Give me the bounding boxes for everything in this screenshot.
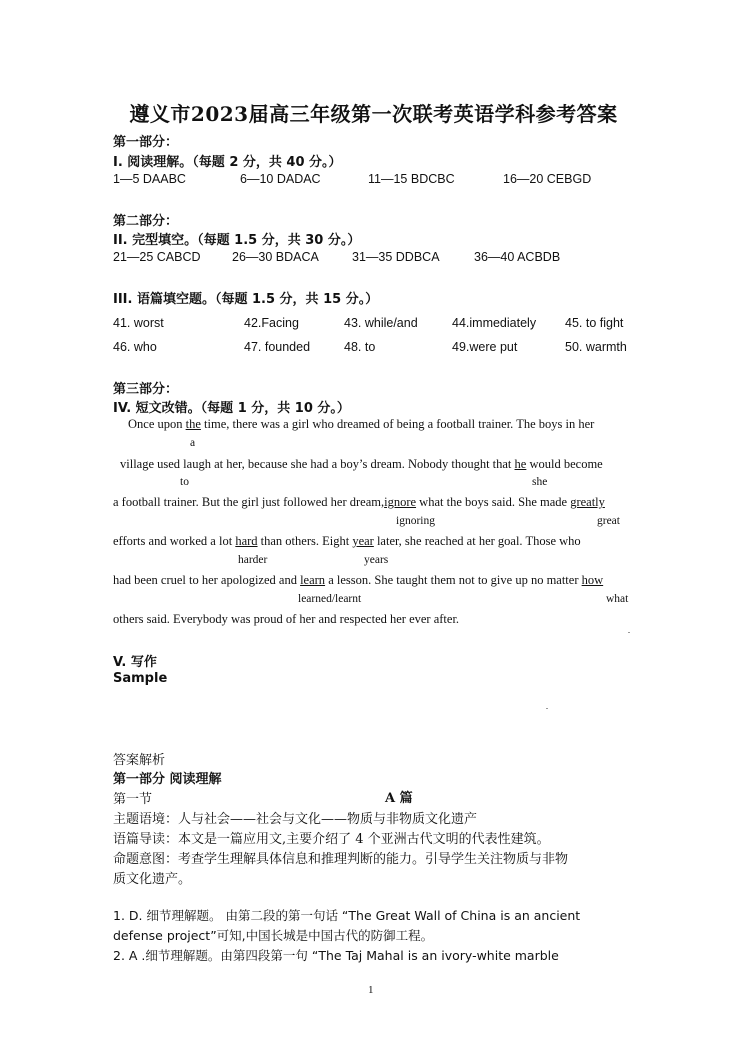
fill-answer-44: 44.immediately xyxy=(452,316,537,330)
answer-group-8: 36—40 ACBDB xyxy=(474,250,561,264)
correction-fix: learned/learnt xyxy=(298,593,362,605)
question-1-line-2: defense project”可知,中国长城是中国古代的防御工程。 xyxy=(113,928,434,943)
correction-fix: years xyxy=(364,554,389,566)
question-2-line-1: 2. A .细节理解题。由第四段第一句 “The Taj Mahal is an ivory-white marble xyxy=(113,948,559,963)
answer-group-3: 11—15 BDCBC xyxy=(368,172,455,186)
section1-title: I. 阅读理解。（每题 2 分，共 40 分。） xyxy=(113,155,342,170)
passage-label: A 篇 xyxy=(385,791,413,806)
part2-label: 第二部分： xyxy=(113,214,179,229)
part3-label: 第三部分： xyxy=(113,382,179,397)
answer-group-7: 31—35 DDBCA xyxy=(352,250,440,264)
answer-group-5: 21—25 CABCD xyxy=(113,250,201,264)
correction-fix: what xyxy=(606,593,629,605)
question-1-line-1: 1. D. 细节理解题。 由第二段的第一句话 “The Great Wall of China is an ancient xyxy=(113,908,581,923)
fill-answer-49: 49.were put xyxy=(452,340,518,354)
fill-answer-47: 47. founded xyxy=(244,340,311,354)
error-word: he xyxy=(514,457,527,471)
analysis-heading: 答案解析 xyxy=(113,753,166,768)
error-word: year xyxy=(352,534,374,548)
fill-answer-45: 45. to fight xyxy=(565,316,624,330)
analysis-subheading: 第一部分 阅读理解 xyxy=(113,772,222,787)
correction-line-2: village used laugh at her, because she had a boy’s dream. Nobody thought that he would become xyxy=(120,457,603,471)
page-number: 1 xyxy=(368,984,374,996)
theme-line: 主题语境：人与社会——社会与文化——物质与非物质文化遗产 xyxy=(113,812,478,827)
error-word: greatly xyxy=(570,495,605,509)
correction-line-6: others said. Everybody was proud of her and respected her ever after. xyxy=(113,612,460,626)
page-title: 遵义市2023届高三年级第一次联考英语学科参考答案 xyxy=(129,102,618,126)
correction-fix: harder xyxy=(238,554,268,566)
fill-answer-48: 48. to xyxy=(344,340,376,354)
section5-title: V. 写作 xyxy=(113,655,157,670)
correction-fix: she xyxy=(532,476,548,488)
intent-line-2: 质文化遗产。 xyxy=(113,872,192,887)
section2-title: II. 完型填空。（每题 1.5 分，共 30 分。） xyxy=(113,233,361,248)
correction-fix: ignoring xyxy=(396,515,435,527)
guide-line: 语篇导读：本文是一篇应用文,主要介绍了 4 个亚洲古代文明的代表性建筑。 xyxy=(113,832,550,847)
fill-answer-41: 41. worst xyxy=(113,316,164,330)
section-label: 第一节 xyxy=(113,792,153,807)
fill-answer-50: 50. warmth xyxy=(565,340,627,354)
sample-label: Sample xyxy=(113,671,168,686)
part1-label: 第一部分： xyxy=(113,135,179,150)
error-word: ignore xyxy=(384,495,417,509)
error-word: hard xyxy=(235,534,258,548)
error-word: the xyxy=(185,417,201,431)
correction-line-3: a football trainer. But the girl just followed her dream,ignore what the boys said. She made greatly xyxy=(113,495,605,509)
correction-fix: to xyxy=(180,476,189,488)
error-word: learn xyxy=(300,573,326,587)
answer-group-1: 1—5 DAABC xyxy=(113,172,186,186)
answer-group-4: 16—20 CEBGD xyxy=(503,172,592,186)
answer-group-2: 6—10 DADAC xyxy=(240,172,321,186)
error-word: how xyxy=(581,573,604,587)
correction-line-1: Once upon the time, there was a girl who dreamed of being a football trainer. The boys in her xyxy=(128,417,595,431)
intent-line-1: 命题意图：考查学生理解具体信息和推理判断的能力。引导学生关注物质与非物 xyxy=(113,852,569,867)
section3-title: III. 语篇填空题。（每题 1.5 分，共 15 分。） xyxy=(113,292,379,307)
fill-answer-46: 46. who xyxy=(113,340,157,354)
answer-group-6: 26—30 BDACA xyxy=(232,250,319,264)
fill-answer-43: 43. while/and xyxy=(344,316,418,330)
fill-answer-42: 42.Facing xyxy=(244,316,299,330)
correction-line-4: efforts and worked a lot hard than others. Eight year later, she reached at her goal. Those who xyxy=(113,534,581,548)
correction-fix: great xyxy=(597,515,620,527)
section4-title: IV. 短文改错。（每题 1 分，共 10 分。） xyxy=(113,401,350,416)
correction-line-5: had been cruel to her apologized and learn a lesson. She taught them not to give up no matter how xyxy=(113,573,604,587)
correction-fix: a xyxy=(190,437,196,449)
